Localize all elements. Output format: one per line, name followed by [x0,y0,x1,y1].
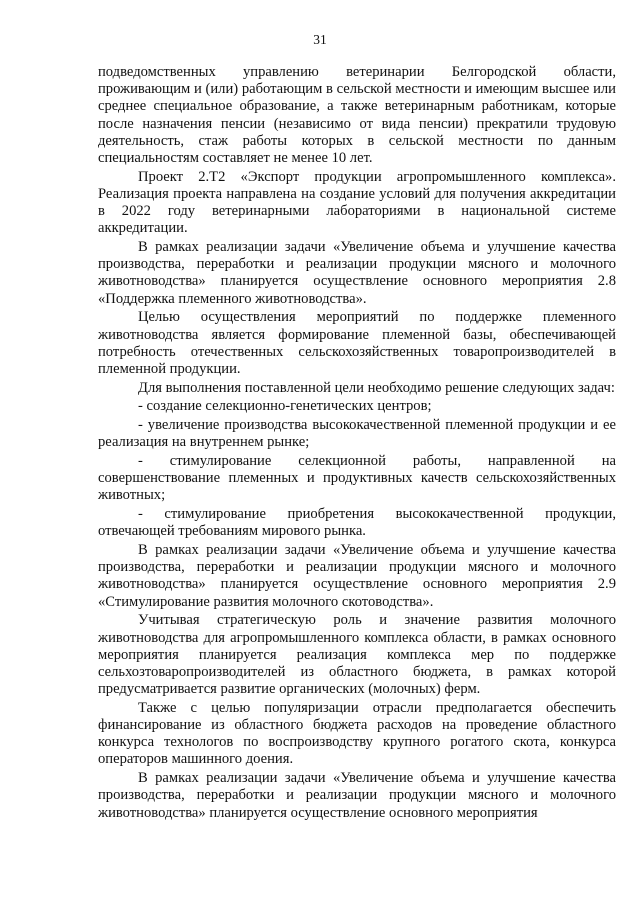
paragraph-tasks-intro: Для выполнения поставленной цели необходимо решение следующих задач: [138,379,615,396]
paragraph-popularization: Также с целью популяризации отрасли предполагается обеспечить финансирование из областного бюджета расходов на проведение областного конкурса технологов по воспроизводству крупного рогатого скота, конкурса операторов машинного доения. [98,699,616,768]
paragraph-task-2-9: В рамках реализации задачи «Увеличение объема и улучшение качества производства, переработки и реализации продукции мясного и молочного животноводства» планируется осуществление основного мероприятия 2.9 «Стимулирование развития молочного скотоводства». [98,541,616,610]
list-item-selection-centers: - создание селекционно-генетических центров; [138,398,432,415]
document-body [98,64,616,823]
paragraph-export-project: Проект 2.Т2 «Экспорт продукции агропромышленного комплекса». Реализация проекта направлена на создание условий для получения аккредитации в 2022 году ветеринарными лабораториями в национальной системе аккредитации. [98,168,616,237]
paragraph-breeding-goal: Целью осуществления мероприятий по поддержке племенного животноводства является формирование племенной базы, обеспечивающей потребность отечественных сельскохозяйственных товаропроизводителей в племенной продукции. [98,309,616,377]
page-number: 31 [313,32,327,47]
paragraph-dairy-strategy: Учитывая стратегическую роль и значение развития молочного животноводства для агропромышленного комплекса области, в рамках основного мероприятия планируется реализация комплекса мер по поддержке сельхозтоваропроизводителей из областного бюджета, в рамках которой предусматривается развитие органических (молочных) ферм. [98,612,616,698]
list-item-breeding-production: - увеличение производства высококачественной племенной продукции и ее реализация на внутреннем рынке; [98,417,616,451]
list-item-selection-work: - стимулирование селекционной работы, направленной на совершенствование племенных и продуктивных качеств сельскохозяйственных животных; [98,452,616,504]
paragraph-vet-workers-continuation: подведомственных управлению ветеринарии Белгородской области, проживающим и (или) работающим в сельской местности и имеющим высшее или среднее специальное образование, а также ветеринарным работникам, которые после назначения пенсии (независимо от вида пенсии) прекратили трудовую деятельность, стаж работы которых в сельской местности по данным специальностям составляет не менее 10 лет. [98,64,616,167]
list-item-quality-products: - стимулирование приобретения высококачественной продукции, отвечающей требованиям мирового рынка. [98,506,616,540]
paragraph-task-next: В рамках реализации задачи «Увеличение объема и улучшение качества производства, переработки и реализации продукции мясного и молочного животноводства» планируется осуществление основного мероприятия [98,770,616,821]
paragraph-task-2-8: В рамках реализации задачи «Увеличение объема и улучшение качества производства, переработки и реализации продукции мясного и молочного животноводства» планируется осуществление основного мероприятия 2.8 «Поддержка племенного животноводства». [98,239,616,307]
